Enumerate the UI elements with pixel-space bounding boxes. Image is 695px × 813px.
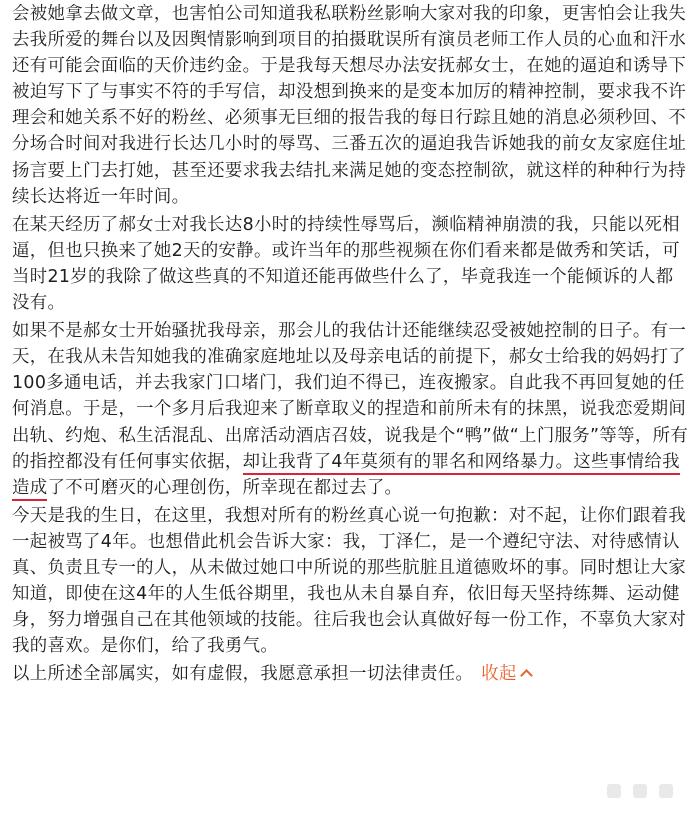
paragraph-3-text-after: 了不可磨灭的心理创伤，所幸现在都过去了。: [47, 477, 403, 498]
paragraph-3: [12, 318, 690, 501]
collapse-label: 收起: [481, 664, 517, 685]
post-body: [12, 1, 690, 689]
underlined-highlight: 却让我背了4年莫须有的罪名和网络暴力。这些事情给我造成: [12, 452, 680, 501]
paragraph-2: 在某天经历了郝女士对我长达8小时的持续性辱骂后，濒临精神崩溃的我，只能以死相逼，但也只换来了她2天的安静。或许当年的那些视频在你们看来都是做秀和笑话，可当时21岁的我除了做这些真的不知道还能再做些什么了，毕竟我连一个能倾诉的人都没有。: [12, 214, 680, 314]
paragraph-3-text-before: 如果不是郝女士开始骚扰我母亲，那会儿的我估计还能继续忍受被她控制的日子。有一天，在我从未告知她我的准确家庭地址以及母亲电话的前提下，郝女士给我的妈妈打了100多通电话，并去我家门口堵门，我们迫不得已，连夜搬家。自此我不再回复她的任何消息。于是，一个多月后我迎来了断章取义的捏造和前所未有的抹黑，说我恋爱期间出轨、约炮、私生活混乱、出席活动酒店召妓，说我是个“鸭”做“上门服务”等等，所有的指控都没有任何事实依据，: [12, 321, 689, 472]
paragraph-5-text: 以上所述全部属实，如有虚假，我愿意承担一切法律责任。: [12, 664, 474, 685]
action-icon[interactable]: [607, 784, 621, 798]
paragraph-1: 会被她拿去做文章，也害怕公司知道我私联粉丝影响大家对我的印象，更害怕会让我失去我所爱的舞台以及因舆情影响到项目的拍摄耽误所有演员老师工作人员的心血和汗水还有可能会面临的天价违约金。于是我每天想尽办法安抚郝女士，在她的逼迫和诱导下被迫写下了与事实不符的手写信，却没想到换来的是变本加厉的精神控制，要求我不许理会和她关系不好的粉丝、必须事无巨细的报告我的每日行踪且她的消息必须秒回、不分场合时间对我进行长达几小时的辱骂、三番五次的逼迫我告诉她我的前女友家庭住址扬言要上门去打她，甚至还要求我去结扎来满足她的变态控制欲，就这样的种种行为持续长达将近一年时间。: [12, 4, 687, 207]
action-placeholders: [607, 784, 673, 798]
paragraph-5: [12, 661, 690, 687]
collapse-button[interactable]: [481, 664, 530, 684]
action-icon[interactable]: [659, 784, 673, 798]
paragraph-4: 今天是我的生日，在这里，我想对所有的粉丝真心说一句抱歉：对不起，让你们跟着我一起被骂了4年。也想借此机会告诉大家：我，丁泽仁，是一个遵纪守法、对待感情认真、负责且专一的人，从未做过她口中所说的那些肮脏且道德败坏的事。同时想让大家知道，即使在这4年的人生低谷期里，我也从未自暴自弃，依旧每天坚持练舞、运动健身，努力增强自己在其他领域的技能。往后我也会认真做好每一份工作，不辜负大家对我的喜欢。是你们，给了我勇气。: [12, 505, 687, 657]
action-icon[interactable]: [633, 784, 647, 798]
chevron-up-icon: [520, 669, 533, 682]
